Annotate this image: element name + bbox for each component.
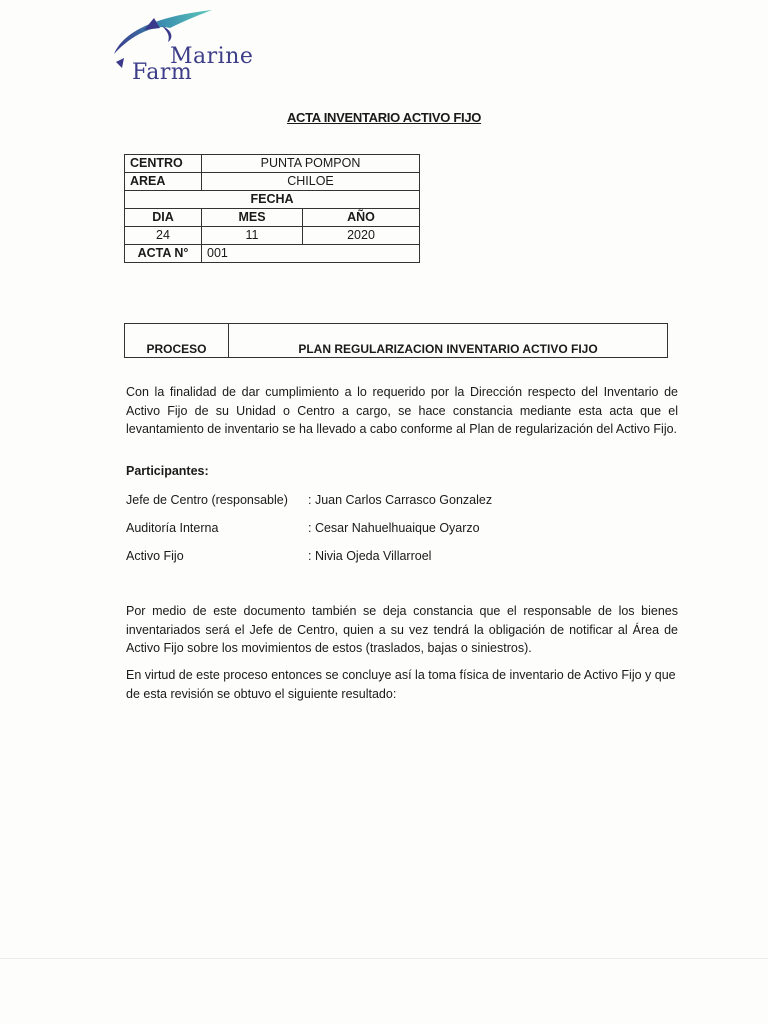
marine-farm-logo bbox=[104, 8, 284, 85]
acta-label: ACTA N° bbox=[125, 245, 202, 263]
document-title: ACTA INVENTARIO ACTIVO FIJO bbox=[286, 110, 482, 125]
dia-value: 24 bbox=[125, 227, 202, 245]
participant-name: : Juan Carlos Carrasco Gonzalez bbox=[308, 493, 493, 507]
participant-name: : Nivia Ojeda Villarroel bbox=[308, 549, 432, 563]
acta-empty-cell bbox=[303, 245, 420, 263]
anio-label: AÑO bbox=[303, 209, 420, 227]
proceso-label: PROCESO bbox=[146, 342, 207, 356]
area-label: AREA bbox=[125, 173, 202, 191]
intro-paragraph: Con la finalidad de dar cumplimiento a lo requerido por la Dirección respecto del Inventario de Activo Fijo de su Unidad o Centro a cargo, se hace constancia mediante esta acta que el levantamiento de inventario se ha llevado a cabo conforme al Plan de regularización del Activo Fijo. bbox=[126, 385, 678, 436]
participant-name: : Cesar Nahuelhuaique Oyarzo bbox=[308, 521, 480, 535]
fecha-label: FECHA bbox=[125, 191, 420, 209]
participant-role: Jefe de Centro (responsable) bbox=[126, 493, 288, 507]
centro-value: PUNTA POMPON bbox=[202, 155, 420, 173]
table-row bbox=[125, 191, 420, 209]
participants-heading: Participantes: bbox=[126, 464, 209, 478]
table-row bbox=[125, 155, 420, 173]
mes-value: 11 bbox=[202, 227, 303, 245]
proceso-value: PLAN REGULARIZACION INVENTARIO ACTIVO FIJO bbox=[298, 342, 598, 356]
table-row bbox=[125, 209, 420, 227]
table-row bbox=[125, 227, 420, 245]
acta-value: 001 bbox=[202, 245, 303, 263]
table-row bbox=[125, 245, 420, 263]
scan-artifact-line bbox=[0, 958, 768, 959]
logo-word-marine: Marine bbox=[170, 44, 254, 69]
logo-word-farm: Farm bbox=[132, 60, 193, 85]
area-value: CHILOE bbox=[202, 173, 420, 191]
dia-label: DIA bbox=[125, 209, 202, 227]
centro-label: CENTRO bbox=[125, 155, 202, 173]
proceso-box bbox=[124, 323, 668, 358]
table-row bbox=[125, 173, 420, 191]
responsibility-paragraph: Por medio de este documento también se deja constancia que el responsable de los bienes inventariados será el Jefe de Centro, quien a su vez tendrá la obligación de notificar al Área de Activo Fijo sobre los movimientos de estos (traslados, bajas o siniestros). bbox=[126, 604, 678, 655]
participant-role: Activo Fijo bbox=[126, 549, 184, 563]
participant-role: Auditoría Interna bbox=[126, 521, 219, 535]
acta-info-table bbox=[124, 154, 420, 263]
anio-value: 2020 bbox=[303, 227, 420, 245]
mes-label: MES bbox=[202, 209, 303, 227]
closing-paragraph: En virtud de este proceso entonces se concluye así la toma física de inventario de Activo Fijo y que de esta revisión se obtuvo el siguiente resultado: bbox=[126, 668, 676, 701]
